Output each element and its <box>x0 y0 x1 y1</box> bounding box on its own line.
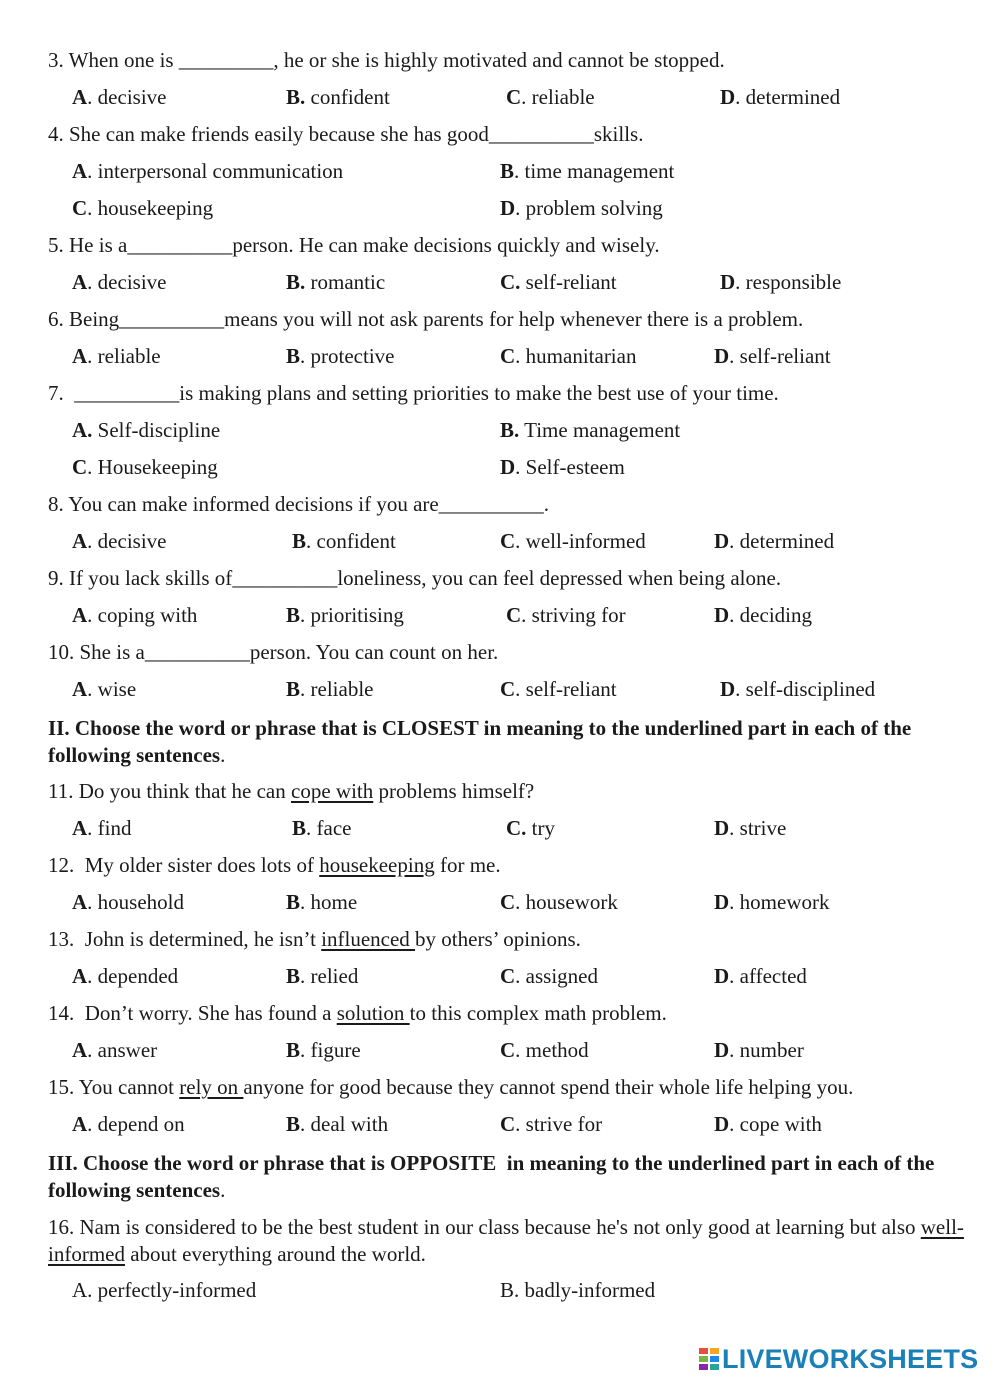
q16-option-b[interactable]: B. badly-informed <box>500 1278 656 1302</box>
question-13: 13. John is determined, he isn’t influenced by others’ opinions. <box>48 927 581 951</box>
q6-option-a[interactable]: A. reliable <box>72 344 161 368</box>
q11-option-b[interactable]: B. face <box>292 816 352 840</box>
q8-option-b[interactable]: B. confident <box>292 529 396 553</box>
q13-option-a[interactable]: A. depended <box>72 964 179 988</box>
question-7: 7. __________is making plans and setting priorities to make the best use of your time. <box>48 381 779 405</box>
question-6: 6. Being__________means you will not ask parents for help whenever there is a problem. <box>48 307 804 331</box>
q7-option-b[interactable]: B. Time management <box>500 418 681 442</box>
q11-option-c[interactable]: C. try <box>506 816 555 840</box>
q7-option-c[interactable]: C. Housekeeping <box>72 455 218 479</box>
q15-option-c[interactable]: C. strive for <box>500 1112 603 1136</box>
q10-option-c[interactable]: C. self-reliant <box>500 677 617 701</box>
q3-option-a[interactable]: A. decisive <box>72 85 167 109</box>
question-16: 16. Nam is considered to be the best student in our class because he's not only good at learning but also well-informed about everything around the world. <box>48 1215 964 1266</box>
q15-option-d[interactable]: D. cope with <box>714 1112 822 1136</box>
q3-option-b[interactable]: B. confident <box>286 85 390 109</box>
q16-option-a[interactable]: A. perfectly-informed <box>72 1278 257 1302</box>
q8-option-a[interactable]: A. decisive <box>72 529 167 553</box>
q6-option-c[interactable]: C. humanitarian <box>500 344 637 368</box>
q12-option-c[interactable]: C. housework <box>500 890 618 914</box>
q5-option-b[interactable]: B. romantic <box>286 270 386 294</box>
q11-option-a[interactable]: A. find <box>72 816 132 840</box>
q8-option-c[interactable]: C. well-informed <box>500 529 646 553</box>
question-5: 5. He is a__________person. He can make decisions quickly and wisely. <box>48 233 660 257</box>
q3-option-d[interactable]: D. determined <box>720 85 841 109</box>
question-10: 10. She is a__________person. You can count on her. <box>48 640 499 664</box>
q9-option-d[interactable]: D. deciding <box>714 603 812 627</box>
q13-option-b[interactable]: B. relied <box>286 964 359 988</box>
liveworksheets-logo-text: LIVEWORKSHEETS <box>722 1343 979 1374</box>
question-12: 12. My older sister does lots of housekeeping for me. <box>48 853 501 877</box>
q6-option-b[interactable]: B. protective <box>286 344 395 368</box>
q14-option-d[interactable]: D. number <box>714 1038 804 1062</box>
question-14: 14. Don’t worry. She has found a solution to this complex math problem. <box>48 1001 667 1025</box>
q4-option-c[interactable]: C. housekeeping <box>72 196 214 220</box>
question-15: 15. You cannot rely on anyone for good because they cannot spend their whole life helping you. <box>48 1075 854 1099</box>
q13-option-c[interactable]: C. assigned <box>500 964 598 988</box>
q9-option-c[interactable]: C. striving for <box>506 603 626 627</box>
question-4: 4. She can make friends easily because she has good__________skills. <box>48 122 644 146</box>
q4-option-d[interactable]: D. problem solving <box>500 196 663 220</box>
q10-option-d[interactable]: D. self-disciplined <box>720 677 876 701</box>
q12-option-b[interactable]: B. home <box>286 890 358 914</box>
q4-option-a[interactable]: A. interpersonal communication <box>72 159 344 183</box>
q11-option-d[interactable]: D. strive <box>714 816 787 840</box>
q13-option-d[interactable]: D. affected <box>714 964 807 988</box>
q3-option-c[interactable]: C. reliable <box>506 85 595 109</box>
question-11: 11. Do you think that he can cope with problems himself? <box>48 779 535 803</box>
question-8: 8. You can make informed decisions if you are__________. <box>48 492 549 516</box>
q9-option-a[interactable]: A. coping with <box>72 603 198 627</box>
q14-option-a[interactable]: A. answer <box>72 1038 158 1062</box>
section-3-heading: III. Choose the word or phrase that is OPPOSITE in meaning to the underlined part in each of the following sentences. <box>48 1151 940 1202</box>
q15-option-a[interactable]: A. depend on <box>72 1112 185 1136</box>
q5-option-c[interactable]: C. self-reliant <box>500 270 617 294</box>
q14-option-c[interactable]: C. method <box>500 1038 589 1062</box>
liveworksheets-logo-icon <box>698 1347 720 1371</box>
q5-option-d[interactable]: D. responsible <box>720 270 842 294</box>
q7-option-a[interactable]: A. Self-discipline <box>72 418 221 442</box>
q4-option-b[interactable]: B. time management <box>500 159 675 183</box>
q6-option-d[interactable]: D. self-reliant <box>714 344 831 368</box>
q10-option-a[interactable]: A. wise <box>72 677 137 701</box>
q10-option-b[interactable]: B. reliable <box>286 677 374 701</box>
q5-option-a[interactable]: A. decisive <box>72 270 167 294</box>
liveworksheets-logo[interactable] <box>698 1345 978 1373</box>
q14-option-b[interactable]: B. figure <box>286 1038 361 1062</box>
q8-option-d[interactable]: D. determined <box>714 529 835 553</box>
q15-option-b[interactable]: B. deal with <box>286 1112 389 1136</box>
q12-option-d[interactable]: D. homework <box>714 890 830 914</box>
q12-option-a[interactable]: A. household <box>72 890 184 914</box>
section-2-heading: II. Choose the word or phrase that is CLOSEST in meaning to the underlined part in each of the following sentences. <box>48 716 912 767</box>
q7-option-d[interactable]: D. Self-esteem <box>500 455 625 479</box>
question-3: 3. When one is _________, he or she is highly motivated and cannot be stopped. <box>48 48 725 72</box>
q9-option-b[interactable]: B. prioritising <box>286 603 404 627</box>
question-9: 9. If you lack skills of__________loneliness, you can feel depressed when being alone. <box>48 566 782 590</box>
